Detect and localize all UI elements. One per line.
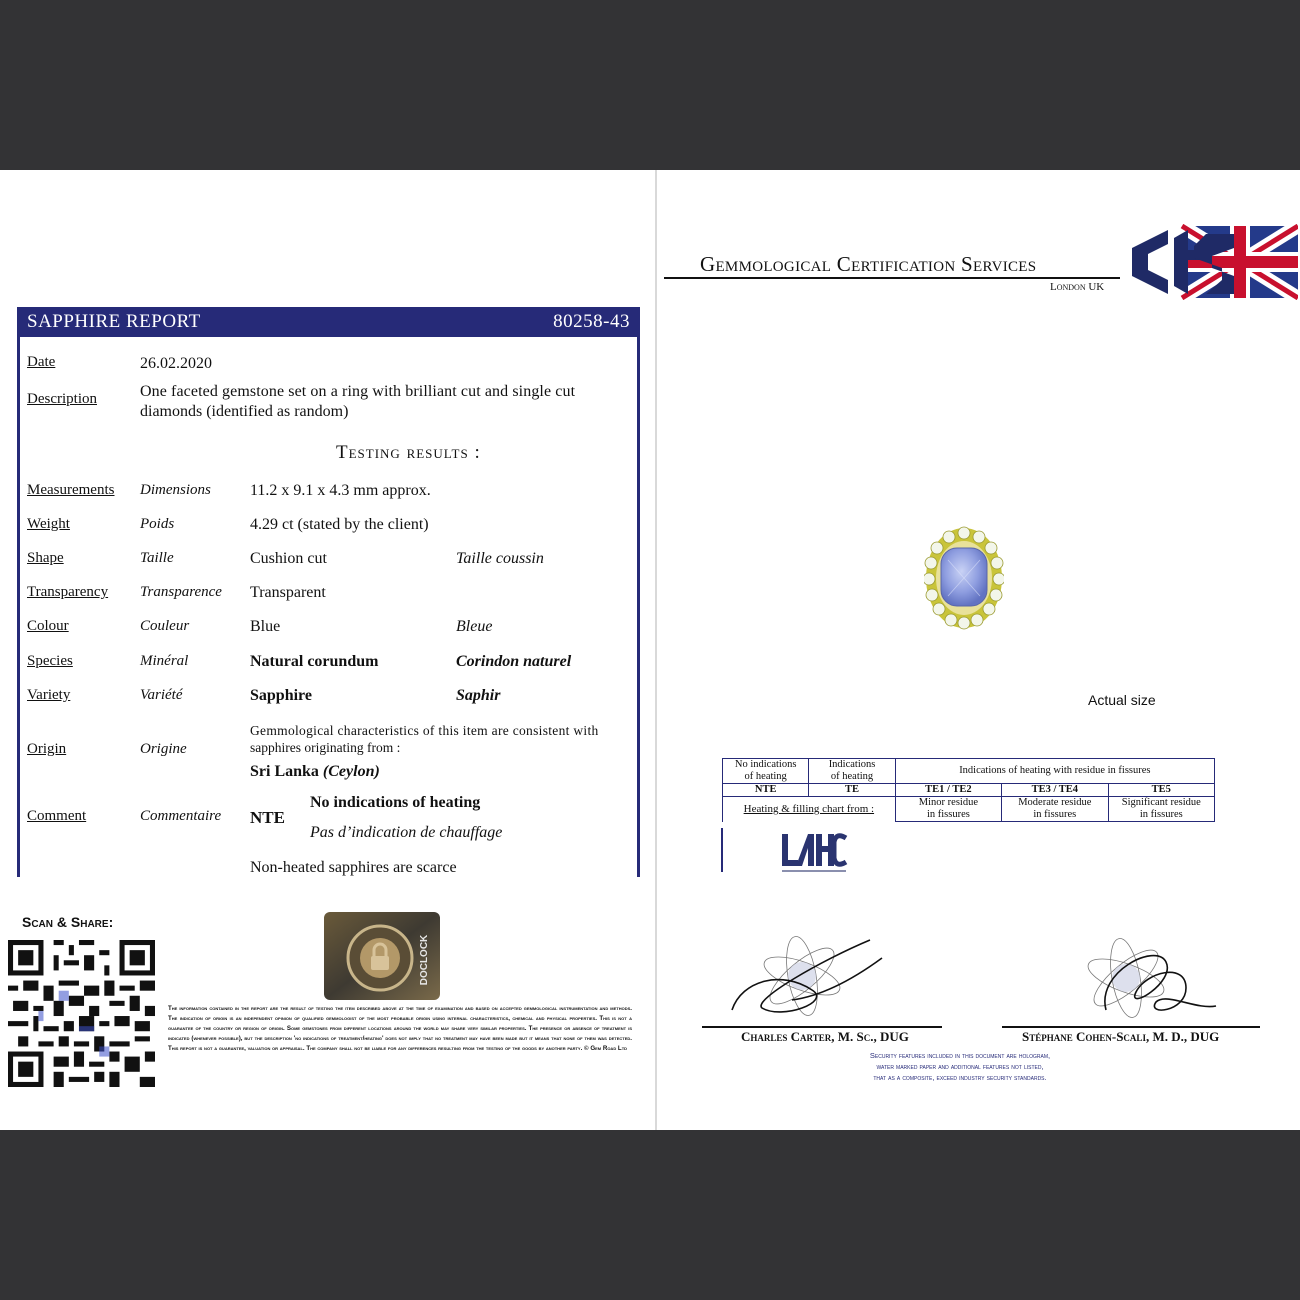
page-fold xyxy=(655,170,657,1130)
property-label: Measurements xyxy=(27,482,115,498)
heat-col-te-header xyxy=(809,759,895,784)
property-value: 11.2 x 9.1 x 4.3 mm approx. xyxy=(250,482,431,499)
heat-col-residue-header: Indications of heating with residue in fissures xyxy=(895,759,1214,784)
scan-share-label: Scan & Share: xyxy=(22,914,114,930)
signature-line-2 xyxy=(1002,1026,1260,1028)
gemstone-ring-image xyxy=(924,526,1004,630)
property-fr-label: Variété xyxy=(140,687,183,703)
property-fr-label: Poids xyxy=(140,516,175,532)
hologram-text: DOCLOCK xyxy=(419,934,430,986)
security-line-2: water marked paper and additional features not listed, xyxy=(876,1062,1044,1071)
heat-code-te1-te2: TE1 / TE2 xyxy=(895,784,1001,797)
gcs-logo xyxy=(1122,224,1298,300)
testing-results-heading: Testing results : xyxy=(336,442,481,463)
report-title: SAPPHIRE REPORT xyxy=(27,311,201,332)
disclaimer-text: The information contained in the report are the result of testing the item described above at the time of examination and based on accepted gemmological instrumentation and methods. The indication of origin is an independent opinion of qualified gemmologist of the most probable origin using internal characteristics, chemical and physical properties. This is not a guarantee of the country or region of origin. Some gemstones from different locations around the world may share very similar properties. The presence or absence of treatment is indicated (whenever possible), but the description 'no indications of treatment/heating' does not imply that no treatment may have been made but it means that none of them was detected. This report is not a guarantee, valuation or appraisal. The company shall not be liable for any differences resulting from the testing of the goods by another party. © Gem Road Ltd xyxy=(168,1005,632,1052)
origin-country-name: Sri Lanka xyxy=(250,763,319,780)
qr-code[interactable] xyxy=(8,940,155,1087)
comment-note: Non-heated sapphires are scarce xyxy=(250,859,457,876)
comment-english: No indications of heating xyxy=(310,794,481,811)
residue-moderate-line2: in fissures xyxy=(1033,809,1077,820)
signature-line-1 xyxy=(702,1026,942,1028)
description-line-2: diamonds (identified as random) xyxy=(140,403,349,420)
comment-fr-label: Commentaire xyxy=(140,808,222,824)
report-header xyxy=(17,307,640,337)
heat-residue-moderate xyxy=(1002,797,1108,822)
heat-chart-link-cell xyxy=(723,797,896,822)
residue-significant-line2: in fissures xyxy=(1139,809,1183,820)
heat-code-te3-te4: TE3 / TE4 xyxy=(1002,784,1108,797)
lab-name-underline xyxy=(664,277,1120,279)
property-value: Cushion cut xyxy=(250,550,327,567)
property-fr-label: Taille xyxy=(140,550,174,566)
heat-code-te: TE xyxy=(809,784,895,797)
description-label: Description xyxy=(27,391,97,407)
comment-french: Pas d’indication de chauffage xyxy=(310,824,503,841)
origin-country-alt: (Ceylon) xyxy=(322,763,380,780)
heat-chart-link[interactable]: Heating & filling chart from : xyxy=(743,802,875,815)
property-value: 4.29 ct (stated by the client) xyxy=(250,516,429,533)
doclock-hologram xyxy=(324,912,440,1000)
date-value: 26.02.2020 xyxy=(140,355,212,372)
residue-moderate-line1: Moderate residue xyxy=(1018,797,1092,808)
property-value: Transparent xyxy=(250,584,326,601)
property-fr-value: Saphir xyxy=(456,687,501,704)
heat-residue-significant xyxy=(1108,797,1214,822)
origin-label: Origin xyxy=(27,741,67,757)
property-value: Blue xyxy=(250,618,281,635)
heat-code-te5: TE5 xyxy=(1108,784,1214,797)
signature-cohen-scali xyxy=(1076,932,1226,1024)
property-fr-label: Transparence xyxy=(140,584,222,600)
property-fr-label: Dimensions xyxy=(140,482,211,498)
heat-col2-line2: of heating xyxy=(830,771,874,782)
property-fr-label: Minéral xyxy=(140,653,189,669)
comment-label: Comment xyxy=(27,808,87,824)
property-fr-value: Bleue xyxy=(456,618,493,635)
property-label: Species xyxy=(27,653,73,669)
heat-residue-minor xyxy=(895,797,1001,822)
heat-col1-line1: No indications xyxy=(734,759,797,770)
security-line-3: that as a composite, exceed industry security standards. xyxy=(873,1073,1047,1082)
property-value: Natural corundum xyxy=(250,653,379,670)
comment-code: NTE xyxy=(250,808,285,827)
heat-col2-line1: Indications xyxy=(828,759,876,770)
property-label: Weight xyxy=(27,516,70,532)
property-fr-value: Taille coussin xyxy=(456,550,544,567)
property-value: Sapphire xyxy=(250,687,312,704)
origin-fr-label: Origine xyxy=(140,741,187,757)
heat-code-nte: NTE xyxy=(723,784,809,797)
property-label: Shape xyxy=(27,550,64,566)
signature-carter xyxy=(722,930,892,1022)
property-label: Transparency xyxy=(27,584,109,600)
certificate-page xyxy=(0,170,1300,1130)
report-number: 80258-43 xyxy=(553,311,630,332)
property-fr-label: Couleur xyxy=(140,618,190,634)
table-left-rail xyxy=(721,828,723,872)
signatory-1-name: Charles Carter, M. Sc., DUG xyxy=(741,1029,909,1044)
residue-significant-line1: Significant residue xyxy=(1121,797,1201,808)
origin-note-line-1: Gemmological characteristics of this item are consistent with xyxy=(250,723,599,738)
date-label: Date xyxy=(27,354,56,370)
residue-minor-line2: in fissures xyxy=(926,809,970,820)
property-label: Variety xyxy=(27,687,71,703)
property-label: Colour xyxy=(27,618,69,634)
origin-country xyxy=(250,763,380,781)
description-line-1: One faceted gemstone set on a ring with brilliant cut and single cut xyxy=(140,383,576,400)
security-note xyxy=(820,1050,1100,1083)
actual-size-label: Actual size xyxy=(1088,692,1156,708)
signatory-2-name: Stéphane Cohen-Scali, M. D., DUG xyxy=(1022,1029,1220,1044)
residue-minor-line1: Minor residue xyxy=(918,797,978,808)
property-fr-value: Corindon naturel xyxy=(456,653,572,670)
lab-name: Gemmological Certification Services xyxy=(700,252,1037,276)
heat-col-nte-header xyxy=(723,759,809,784)
origin-note-line-2: sapphires originating from : xyxy=(250,740,401,755)
security-line-1: Security features included in this document are hologram, xyxy=(869,1051,1051,1060)
lhc-logo xyxy=(776,830,848,876)
lab-city: London UK xyxy=(1050,281,1105,293)
heating-chart-table xyxy=(722,758,1215,822)
heat-col1-line2: of heating xyxy=(744,771,787,782)
